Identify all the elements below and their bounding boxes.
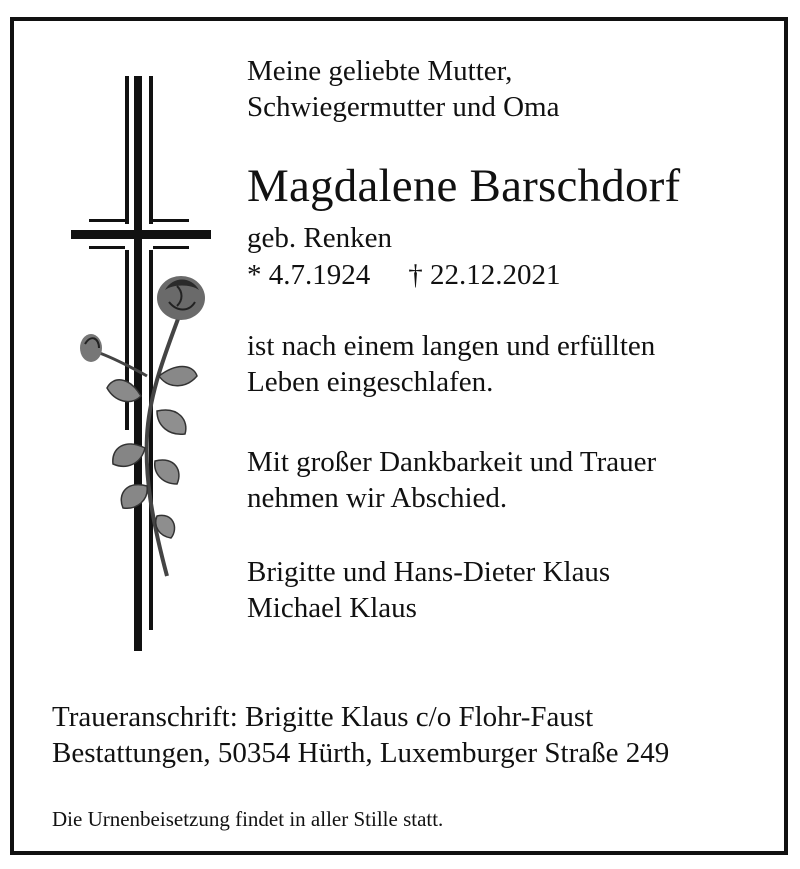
intro-text xyxy=(247,53,559,125)
obituary-frame xyxy=(10,17,788,855)
paragraph-2 xyxy=(247,444,656,516)
paragraph-1 xyxy=(247,328,655,400)
life-dates xyxy=(247,258,561,292)
signer-2: Michael Klaus xyxy=(247,592,417,624)
born-date: 4.7.1924 xyxy=(268,259,371,291)
cross-with-rose-icon xyxy=(69,76,219,651)
born-symbol: * xyxy=(247,259,262,291)
intro-line-1: Meine geliebte Mutter, xyxy=(247,55,513,87)
birth-name: geb. Renken xyxy=(247,222,392,254)
deceased-name: Magdalene Barschdorf xyxy=(247,160,681,212)
address-line-1: Traueranschrift: Brigitte Klaus c/o Flohr-Faust xyxy=(52,701,594,733)
signers xyxy=(247,554,610,626)
died-date: 22.12.2021 xyxy=(430,259,561,291)
signer-1: Brigitte und Hans-Dieter Klaus xyxy=(247,556,611,588)
died-symbol: † xyxy=(408,259,423,291)
paragraph-2-line-2: nehmen wir Abschied. xyxy=(247,482,508,514)
paragraph-1-line-1: ist nach einem langen und erfüllten xyxy=(247,330,656,362)
rose-icon xyxy=(80,276,205,362)
paragraph-1-line-2: Leben eingeschlafen. xyxy=(247,366,494,398)
paragraph-2-line-1: Mit großer Dankbarkeit und Trauer xyxy=(247,446,657,478)
mourning-address xyxy=(52,699,669,771)
footer-note: Die Urnenbeisetzung findet in aller Stille statt. xyxy=(52,807,444,831)
intro-line-2: Schwiegermutter und Oma xyxy=(247,91,560,123)
address-line-2: Bestattungen, 50354 Hürth, Luxemburger Straße 249 xyxy=(52,737,670,769)
